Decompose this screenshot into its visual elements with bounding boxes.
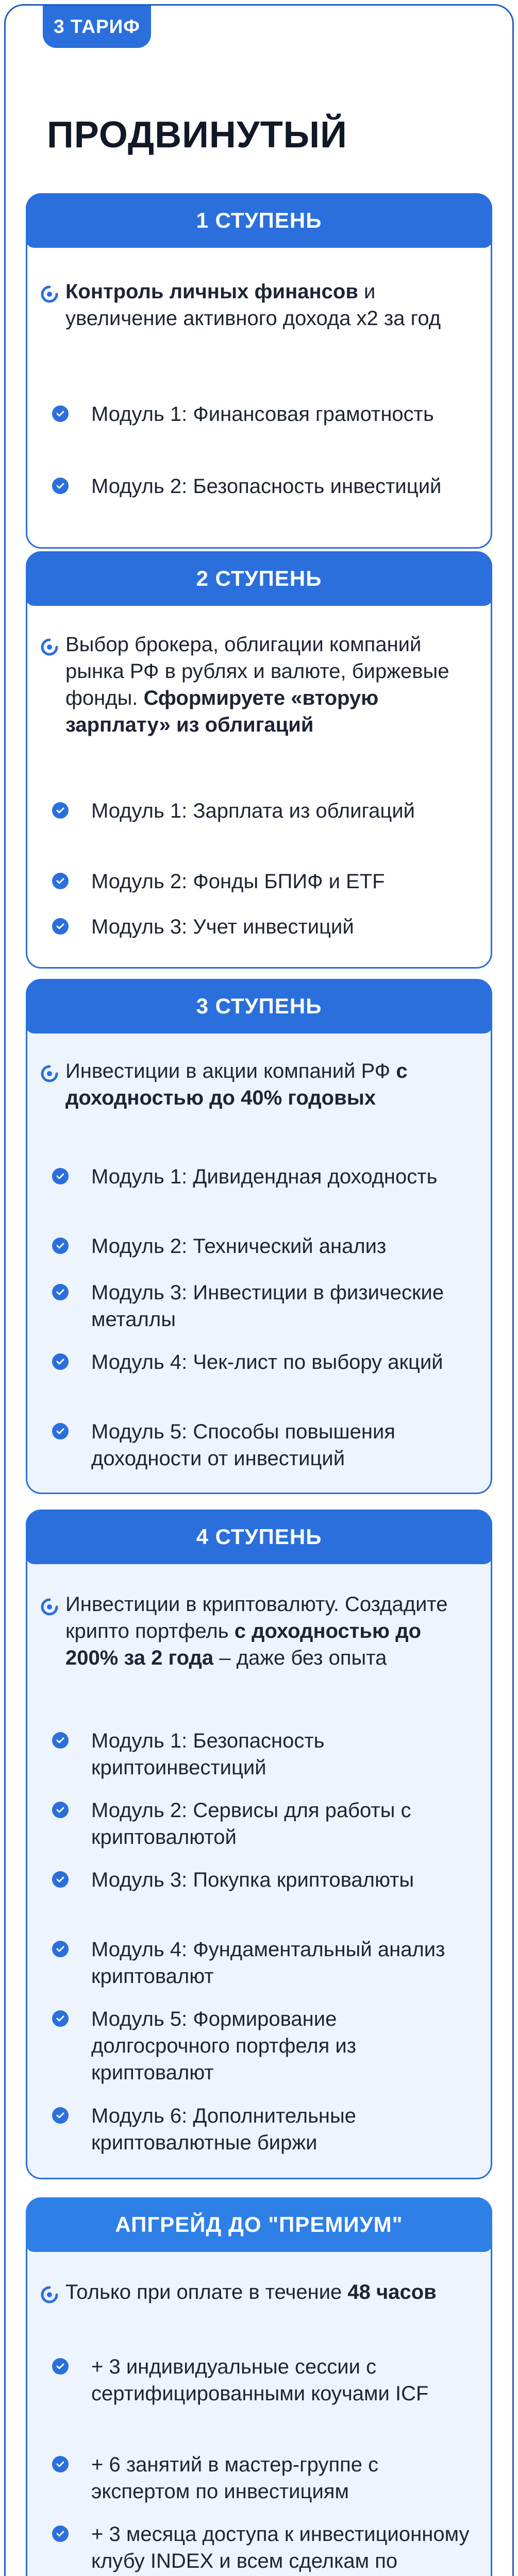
intro-tail: – даже без опыта xyxy=(213,1647,387,1669)
check-icon xyxy=(52,1871,69,1888)
module-item xyxy=(53,401,475,428)
check-icon xyxy=(52,1802,69,1818)
upgrade-item xyxy=(53,2451,475,2505)
module-item xyxy=(53,798,475,824)
module-label: Модуль 5: Формирование долгосрочного портфеля из криптовалют xyxy=(91,2008,357,2084)
stage-intro xyxy=(53,631,470,738)
check-icon xyxy=(52,1238,69,1254)
plan-title: ПРОДВИНУТЫЙ xyxy=(47,114,347,156)
module-item xyxy=(53,1279,475,1333)
intro-text: и увеличение активного дохода х2 за год xyxy=(65,280,441,330)
check-icon xyxy=(52,873,69,889)
check-icon xyxy=(52,2456,69,2472)
stage-head: 2 СТУПЕНЬ xyxy=(26,551,492,606)
module-item xyxy=(53,913,475,940)
module-item xyxy=(53,473,475,500)
upgrade-intro xyxy=(53,2279,470,2306)
upgrade-item xyxy=(53,2521,475,2576)
check-icon xyxy=(52,1284,69,1300)
module-item xyxy=(53,1163,475,1190)
spiral-icon xyxy=(40,1597,59,1617)
module-label: Модуль 3: Учет инвестиций xyxy=(91,916,354,938)
check-icon xyxy=(52,2358,69,2375)
check-icon xyxy=(52,2010,69,2027)
module-label: Модуль 5: Способы повышения доходности от инвестиций xyxy=(91,1420,395,1470)
upgrade-label: + 3 индивидуальные сессии с сертифицированными коучами ICF xyxy=(91,2355,429,2405)
module-label: Модуль 2: Технический анализ xyxy=(91,1235,387,1258)
intro-bold: с доходностью до 200% за 2 года xyxy=(65,1620,422,1669)
module-label: Модуль 4: Фундаментальный анализ криптовалют xyxy=(91,1938,445,1988)
check-icon xyxy=(52,1941,69,1957)
module-label: Модуль 3: Инвестиции в физические металлы xyxy=(91,1281,444,1331)
spiral-icon xyxy=(40,2285,59,2304)
module-item xyxy=(53,1233,475,1260)
module-label: Модуль 2: Безопасность инвестиций xyxy=(91,475,442,498)
intro-text: Инвестиции в криптовалюту. Создадите крипто портфель xyxy=(65,1593,448,1642)
module-item xyxy=(53,1349,475,1376)
upgrade-item xyxy=(53,2353,475,2407)
upgrade-label: + 3 месяца доступа к инвестиционному клубу INDEX и всем сделкам по xyxy=(91,2523,470,2572)
stage-head: 4 СТУПЕНЬ xyxy=(26,1510,492,1564)
tariff-tag: 3 ТАРИФ xyxy=(43,6,151,48)
check-icon xyxy=(52,1732,69,1749)
module-item xyxy=(53,1418,475,1472)
upgrade-head: АПГРЕЙД ДО "ПРЕМИУМ" xyxy=(26,2197,492,2252)
intro-text: Выбор брокера, облигации компаний рынка РФ в рублях и валюте, биржевые фонды. xyxy=(65,633,449,709)
module-label: Модуль 2: Фонды БПИФ и ETF xyxy=(91,870,385,893)
module-label: Модуль 1: Зарплата из облигаций xyxy=(91,800,415,822)
module-item xyxy=(53,1867,475,1893)
stage-4 xyxy=(26,1510,492,2179)
module-label: Модуль 6: Дополнительные криптовалютные биржи xyxy=(91,2105,357,2154)
stage-intro xyxy=(53,1591,470,1671)
intro-bold: Сформируете «вторую зарплату» из облигаций xyxy=(65,687,379,736)
intro-text: Инвестиции в акции компаний РФ xyxy=(65,1060,396,1082)
upgrade-label: + 6 занятий в мастер-группе с экспертом по инвестициям xyxy=(91,2453,379,2503)
stage-intro xyxy=(53,278,470,332)
intro-text: Только при оплате в течение xyxy=(65,2281,348,2303)
module-item xyxy=(53,2006,475,2086)
module-item xyxy=(53,868,475,895)
stage-head: 1 СТУПЕНЬ xyxy=(26,193,492,248)
module-item xyxy=(53,1797,475,1851)
module-item xyxy=(53,1727,475,1781)
spiral-icon xyxy=(40,284,59,304)
spiral-icon xyxy=(40,1064,59,1083)
check-icon xyxy=(52,478,69,494)
check-icon xyxy=(52,1168,69,1184)
module-label: Модуль 1: Безопасность криптоинвестиций xyxy=(91,1730,325,1779)
module-label: Модуль 3: Покупка криптовалюты xyxy=(91,1869,414,1891)
check-icon xyxy=(52,918,69,935)
stage-2 xyxy=(26,551,492,969)
check-icon xyxy=(52,802,69,819)
stage-head: 3 СТУПЕНЬ xyxy=(26,979,492,1033)
module-item xyxy=(53,1936,475,1990)
intro-bold: 48 часов xyxy=(347,2281,437,2303)
stage-1 xyxy=(26,193,492,549)
intro-bold: с доходностью до 40% годовых xyxy=(65,1060,408,1109)
upgrade-block xyxy=(26,2197,492,2576)
check-icon xyxy=(52,2107,69,2124)
module-label: Модуль 2: Сервисы для работы с криптовалютой xyxy=(91,1799,411,1849)
module-label: Модуль 4: Чек-лист по выбору акций xyxy=(91,1351,443,1374)
check-icon xyxy=(52,405,69,422)
check-icon xyxy=(52,2526,69,2542)
spiral-icon xyxy=(40,637,59,657)
check-icon xyxy=(52,1423,69,1439)
module-label: Модуль 1: Финансовая грамотность xyxy=(91,403,434,426)
intro-bold: Контроль личных финансов xyxy=(65,280,358,303)
stage-intro xyxy=(53,1058,470,1111)
stage-3 xyxy=(26,979,492,1494)
module-item xyxy=(53,2103,475,2156)
module-label: Модуль 1: Дивидендная доходность xyxy=(91,1165,438,1188)
check-icon xyxy=(52,1353,69,1370)
